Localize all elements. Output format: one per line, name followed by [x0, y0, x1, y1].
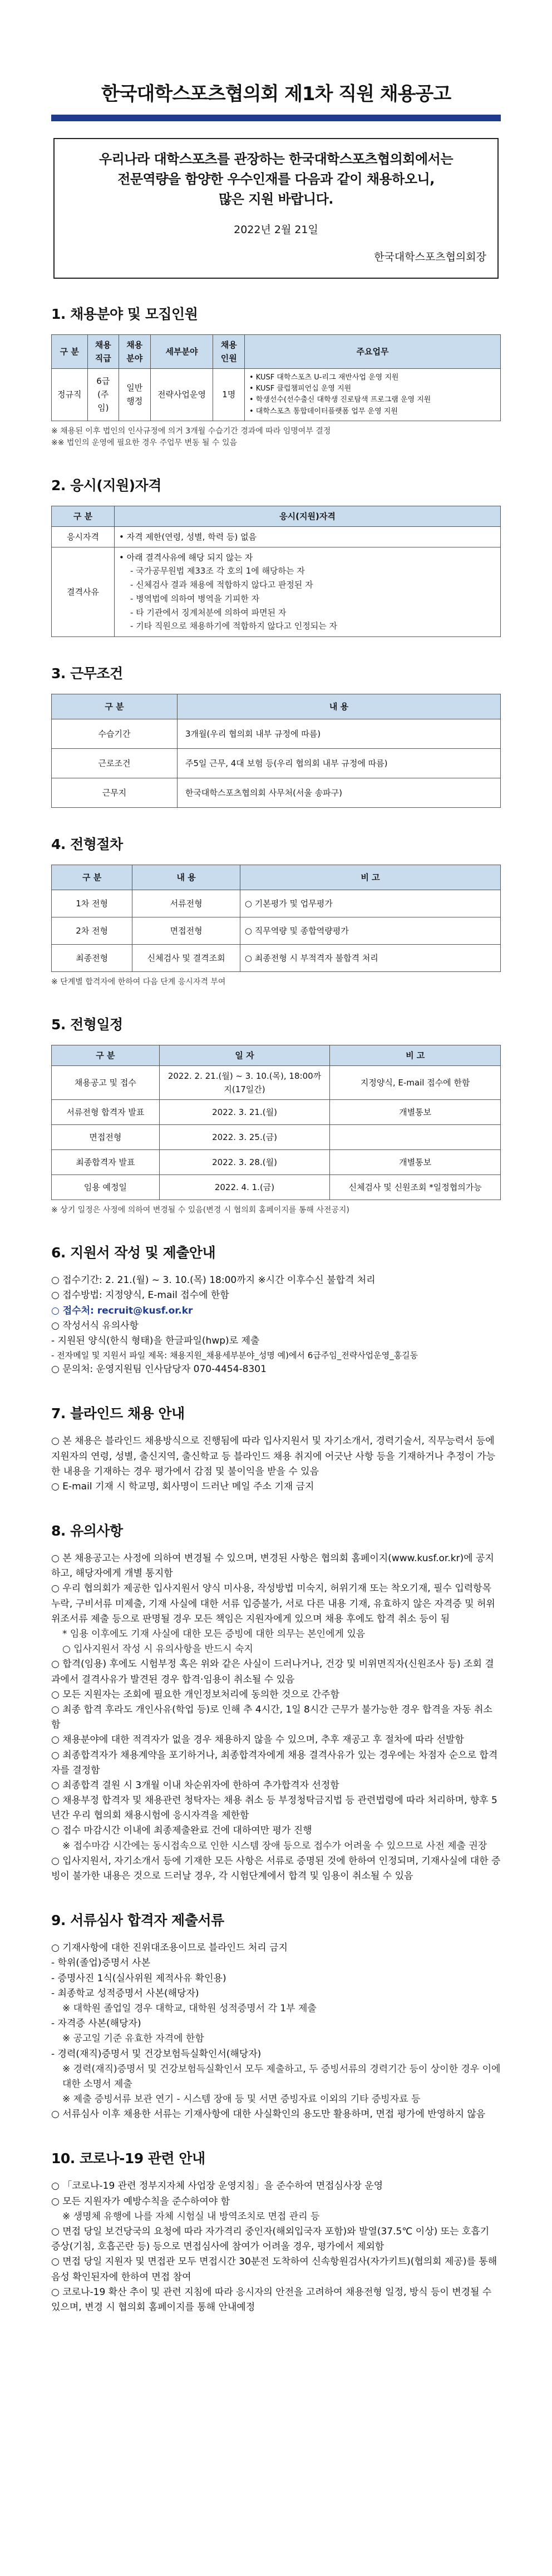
section-heading: 8. 유의사항 [51, 1523, 123, 1539]
section-heading: 4. 전형절차 [51, 836, 123, 853]
list-item: ○ 「코로나-19 관련 정부지자체 사업장 운영지침」을 준수하여 면접심사장 운영 [51, 2180, 383, 2192]
cell: 개별통보 [330, 1100, 501, 1125]
cell: 신체검사 및 신원조회 *일정협의가능 [330, 1175, 501, 1200]
list-item: - 국가공무원법 제33조 각 호의 1에 해당하는 자 [130, 566, 305, 576]
note: ※ 상기 일정은 사정에 의하여 변경될 수 있음(변경 시 협의회 홈페이지를 통해 사전공지) [51, 1206, 349, 1215]
qualification-table [51, 506, 501, 638]
intro-line-2: 전문역량을 함양한 우수인재를 다음과 같이 채용하오니, [117, 171, 435, 187]
section-qualification [51, 475, 501, 638]
section-application [51, 1242, 501, 1377]
col-header: 내 용 [177, 694, 500, 719]
note: ※※ 법인의 운영에 필요한 경우 주업무 변동 될 수 있음 [51, 438, 237, 447]
section-process [51, 833, 501, 988]
list-item: ※ 공고일 기준 유효한 자격에 한함 [62, 2033, 204, 2045]
page [0, 79, 552, 2576]
col-header: 구 분 [52, 694, 178, 719]
cell: 서류전형 [132, 890, 240, 917]
section-heading: 1. 채용분야 및 모집인원 [51, 306, 198, 323]
list-item: ○ E-mail 기재 시 학교명, 회사명이 드러난 메일 주소 기재 금지 [51, 1481, 314, 1492]
section-heading: 5. 전형일정 [51, 1016, 123, 1033]
list-item: ○ 모든 지원자가 예방수칙을 준수하여야 함 [51, 2195, 230, 2207]
cell: ○ 최종전형 시 부적격자 불합격 처리 [240, 945, 500, 972]
cell [330, 1125, 501, 1150]
cell: 응시자격 [52, 526, 115, 547]
col-header: 채용인원 [213, 335, 244, 369]
cell: 면접전형 [132, 917, 240, 945]
list-item: ※ 생명체 유행에 나를 자체 시험실 내 방역조치로 면접 관리 등 [62, 2210, 320, 2222]
cell: 2022. 4. 1.(금) [159, 1175, 330, 1200]
covid-list [51, 2179, 501, 2315]
col-header: 채용직급 [87, 335, 119, 369]
section-heading: 3. 근무조건 [51, 665, 123, 682]
list-item: ○ 최종합격 결원 시 3개월 이내 차순위자에 한하여 추가합격자 선정함 [51, 1779, 339, 1791]
list-item: ※ 대학원 졸업일 경우 대학교, 대학원 성적증명서 각 1부 제출 [62, 2002, 317, 2014]
conditions-table [51, 694, 501, 808]
list-item: * 임용 이후에도 기재 사실에 대한 모든 증빙에 대한 의무는 본인에게 있음 [62, 1628, 366, 1640]
cell: 주5일 근무, 4대 보험 등(우리 협의회 내부 규정에 따름) [177, 749, 500, 778]
list-item: ※ 접수마감 시간에는 동시접속으로 인한 시스템 장애 등으로 접수가 어려울 수 있으므로 사전 제출 권장 [62, 1840, 487, 1852]
col-header: 주요업무 [244, 335, 500, 369]
cell: • 아래 결격사유에 해당 되지 않는 자 - 국가공무원법 제33조 각 호의 1에 해당하는 자 - 신체검사 결과 채용에 적합하지 않다고 판정된 자 - 병역법에 의하여 병역을 기피한 자 - 타 기관에서 징계처분에 의하여 파면된 자 - 기타 직원으로 채용하기에 적합하지 않다고 인정되는 자 [114, 547, 500, 637]
list-item: - 최종학교 성적증명서 사본(해당자) [51, 1987, 199, 1999]
process-table [51, 865, 501, 972]
section-heading: 10. 코로나-19 관련 안내 [51, 2150, 205, 2167]
list-item: ○ 서류심사 이후 채용한 서류는 기재사항에 대한 사실확인의 용도만 활용하며, 면접 평가에 반영하지 않음 [51, 2109, 486, 2120]
cell: 결격사유 [52, 547, 115, 637]
duty-item: • KUSF 클럽챔피언십 운영 지원 [249, 384, 352, 393]
list-item: - 병역법에 의하여 병역을 기피한 자 [130, 593, 260, 604]
intro-box [53, 138, 499, 279]
duties-cell [244, 369, 500, 421]
cell: 일반행정 [119, 369, 150, 421]
section-notes [51, 1520, 501, 1884]
section-schedule [51, 1014, 501, 1216]
duty-item: • 대학스포츠 통합데이터플랫폼 업무 운영 지원 [249, 407, 398, 416]
cell: 최종전형 [52, 945, 132, 972]
intro-line-1: 우리나라 대학스포츠를 관장하는 한국대학스포츠협의회에서는 [98, 151, 454, 167]
section-recruitment [51, 303, 501, 449]
note: ※ 채용된 이후 법인의 인사규정에 의거 3개월 수습기간 경과에 따라 임명여부 결정 [51, 426, 331, 436]
cell: 한국대학스포츠협의회 사무처(서울 송파구) [177, 778, 500, 808]
list-item: - 전자메일 및 지원서 파일 제목: 채용지원_채용세부분야_성명 예)에서 6급주임_전략사업운영_홍길동 [51, 1350, 418, 1361]
cell: ○ 기본평가 및 업무평가 [240, 890, 500, 917]
page-title: 한국대학스포츠협의회 제1차 직원 채용공고 [101, 83, 451, 105]
section-blind [51, 1403, 501, 1494]
list-item: - 지원된 양식(한식 형태)을 한글파일(hwp)로 제출 [51, 1335, 260, 1346]
cell: 전략사업운영 [150, 369, 213, 421]
list-item: ○ 면접 당일 지원자 및 면접관 모두 면접시간 30분전 도착하여 신속항원검사(자가키트)(협의회 제공)를 통해 음성 확인된자에 한하여 면접 참여 [51, 2256, 497, 2283]
cell: 임용 예정일 [52, 1175, 160, 1200]
list-item: - 기타 직원으로 채용하기에 적합하지 않다고 인정되는 자 [130, 621, 338, 631]
cell: ○ 직무역량 및 종합역량평가 [240, 917, 500, 945]
intro-org: 한국대학스포츠협의회장 [374, 250, 486, 263]
cell: 개별통보 [330, 1150, 501, 1175]
col-header: 채용분야 [119, 335, 150, 369]
col-header: 구 분 [52, 865, 132, 890]
col-header: 일 자 [159, 1045, 330, 1066]
cell: 2022. 3. 21.(월) [159, 1100, 330, 1125]
list-item: ○ 채용부정 합격자 및 채용관련 청탁자는 채용 취소 등 부정청탁금지법 등 관련법령에 따라 처리하며, 향후 5년간 우리 협의회 채용시험에 응시자격을 제한함 [51, 1795, 497, 1822]
list-item: ○ 모든 지원자는 조회에 필요한 개인정보처리에 동의한 것으로 간주함 [51, 1689, 339, 1700]
list-item: ※ 제출 증빙서류 보관 연기 - 시스템 장애 등 및 서면 증빙자료 이외의 기타 증빙자료 등 [62, 2094, 421, 2105]
title-rule [51, 115, 501, 121]
intro-line-3: 많은 지원 바랍니다. [219, 191, 333, 208]
list-item: - 타 기관에서 징계처분에 의하여 파면된 자 [130, 607, 287, 618]
list-item: ○ 접수방법: 지정양식, E-mail 접수에 한함 [51, 1290, 229, 1301]
list-item: ※ 경력(재직)증명서 및 건강보험득실확인서 모두 제출하고, 두 증빙서류의 경력기간 등이 상이한 경우 이에 대한 소명서 제출 [62, 2063, 501, 2090]
section-heading: 2. 응시(지원)자격 [51, 477, 161, 494]
notes-list [51, 1551, 501, 1884]
cell: 지정양식, E-mail 접수에 한함 [330, 1066, 501, 1100]
section-heading: 6. 지원서 작성 및 제출안내 [51, 1245, 216, 1261]
list-item: ○ 최종합격자가 채용계약을 포기하거나, 최종합격자에게 채용 결격사유가 있는 경우에는 차점자 순으로 합격자를 결정함 [51, 1749, 498, 1776]
list-item: - 자격증 사본(해당자) [51, 2018, 141, 2030]
cell: 채용공고 및 접수 [52, 1066, 160, 1100]
list-item: ○ 기재사항에 대한 진위대조용이므로 블라인드 처리 금지 [51, 1942, 288, 1954]
col-header: 세부분야 [150, 335, 213, 369]
cell: 2022. 3. 25.(금) [159, 1125, 330, 1150]
schedule-table [51, 1045, 501, 1200]
list-item: ○ 입사지원서 작성 시 유의사항을 반드시 숙지 [62, 1644, 253, 1655]
cell: 근로조건 [52, 749, 178, 778]
cell: 2022. 2. 21.(월) ~ 3. 10.(목), 18:00까지(17일간) [159, 1066, 330, 1100]
application-list [51, 1273, 501, 1377]
cell: 신체검사 및 결격조회 [132, 945, 240, 972]
section-covid [51, 2148, 501, 2315]
cell: 수습기간 [52, 719, 178, 749]
list-item: - 경력(재직)증명서 및 건강보험득실확인서(해당자) [51, 2048, 262, 2060]
section-heading: 9. 서류심사 합격자 제출서류 [51, 1912, 224, 1929]
intro-date: 2022년 2월 21일 [234, 224, 318, 236]
note: ※ 단계별 합격자에 한하여 다음 단계 응시자격 부여 [51, 978, 226, 987]
duty-item: • KUSF 대학스포츠 U-리그 재반사업 운영 지원 [249, 373, 399, 382]
list-item: ○ 작성서식 유의사항 [51, 1320, 139, 1331]
list-item: - 증명사진 1식(실사위원 제적사유 확인용) [51, 1972, 226, 1984]
cell: 정규직 [52, 369, 88, 421]
list-item: ○ 본 채용은 블라인드 채용방식으로 진행됨에 따라 입사지원서 및 자기소개서, 경력기술서, 직무능력서 등에 지원자의 연령, 성별, 출신지역, 출신학교 등 블라인드 채용 취지에 어긋난 사항 등을 기재하거나 추정이 가능한 내용을 기재하는 경우 평가에서 감점 및 불이익을 받을 수 있음 [51, 1435, 496, 1477]
cell: 1차 전형 [52, 890, 132, 917]
list-item: ○ 최종 합격 후라도 개인사유(학업 등)로 인해 추 4시간, 1일 8시간 근무가 불가능한 경우 합격을 자동 취소함 [51, 1704, 492, 1731]
col-header: 구 분 [52, 335, 88, 369]
cell: 서류전형 합격자 발표 [52, 1100, 160, 1125]
list-item: ○ 채용분야에 대한 적격자가 없을 경우 채용하지 않을 수 있으며, 추후 재공고 후 절차에 따라 선발함 [51, 1734, 464, 1746]
documents-list [51, 1941, 501, 2122]
list-item: ○ 합격(임용) 후에도 시험부정 혹은 위와 같은 사실이 드러나거나, 건강 및 비위면직자(신원조사 등) 조회 결과에서 결격사유가 발견된 경우 합격·임용이 취소될 수 있음 [51, 1659, 494, 1685]
email-link[interactable]: ○ 접수처: recruit@kusf.or.kr [51, 1305, 193, 1316]
section-conditions [51, 663, 501, 808]
list-item: ○ 우리 협의회가 제공한 입사지원서 양식 미사용, 작성방법 미숙지, 허위기재 또는 착오기재, 필수 입력항목 누락, 구비서류 미제출, 기재 사실에 대한 서류 입증불가, 서로 다른 내용 기재, 유효하지 않은 자격증 및 허위위조서류 제출 등으로 판명될 경우 모든 책임은 지원자에게 있으며 채용 후에도 합격 취소 등이 됨 [51, 1583, 495, 1625]
list-item: ○ 문의처: 운영지원팀 인사담당자 070-4454-8301 [51, 1364, 267, 1375]
col-header: 구 분 [52, 506, 115, 526]
list-item: - 학위(졸업)증명서 사본 [51, 1957, 151, 1969]
cell: 근무지 [52, 778, 178, 808]
cell: 6급(주임) [87, 369, 119, 421]
recruit-table [51, 334, 501, 421]
list-item: ○ 면접 당일 보건당국의 요청에 따라 자가격리 중인자(해외입국자 포함)와 발열(37.5℃ 이상) 또는 호흡기 증상(기침, 호흡곤란 등) 등으로 면접심사에 참여가 어려울 경우, 평가에서 제외함 [51, 2226, 490, 2253]
cell: 1명 [213, 369, 244, 421]
list-item: ○ 본 채용공고는 사정에 의하여 변경될 수 있으며, 변경된 사항은 협의회 홈페이지(www.kusf.or.kr)에 공지하고, 해당자에게 개별 통지함 [51, 1553, 494, 1580]
cell: 최종합격자 발표 [52, 1150, 160, 1175]
cell: 2차 전형 [52, 917, 132, 945]
section-heading: 7. 블라인드 채용 안내 [51, 1405, 185, 1422]
cell: 3개월(우리 협의회 내부 규정에 따름) [177, 719, 500, 749]
list-item: ○ 접수기간: 2. 21.(월) ~ 3. 10.(목) 18:00까지 ※시간 이후수신 불합격 처리 [51, 1275, 376, 1286]
list-item: ○ 접수 마감시간 이내에 최종제출완료 건에 대하여만 평가 진행 [51, 1825, 312, 1837]
col-header: 구 분 [52, 1045, 160, 1066]
col-header: 내 용 [132, 865, 240, 890]
col-header: 응시(지원)자격 [114, 506, 500, 526]
col-header: 비 고 [240, 865, 500, 890]
blind-list [51, 1434, 501, 1494]
cell: • 자격 제한(연령, 성별, 학력 등) 없음 [114, 526, 500, 547]
cell: 면접전형 [52, 1125, 160, 1150]
list-item: ○ 입사지원서, 자기소개서 등에 기재한 모든 사항은 서류로 증명된 것에 한하여 인정되며, 기재사실에 대한 증빙이 불가한 내용은 것으로 드러날 경우, 각 시험단계에서 합격 및 임용이 취소될 수 있음 [51, 1855, 501, 1882]
list-item: - 신체검사 결과 채용에 적합하지 않다고 판정된 자 [130, 580, 313, 590]
duty-item: • 학생선수(선수출신 대학생 진로탐색 프로그램 운영 지원 [249, 396, 431, 404]
section-documents [51, 1909, 501, 2122]
list-item: ○ 코로나-19 확산 추이 및 관련 지침에 따라 응시자의 안전을 고려하여 채용전형 일정, 방식 등이 변경될 수 있으며, 변경 시 협의회 홈페이지를 통해 안내예정 [51, 2286, 492, 2313]
col-header: 비 고 [330, 1045, 501, 1066]
cell: 2022. 3. 28.(월) [159, 1150, 330, 1175]
